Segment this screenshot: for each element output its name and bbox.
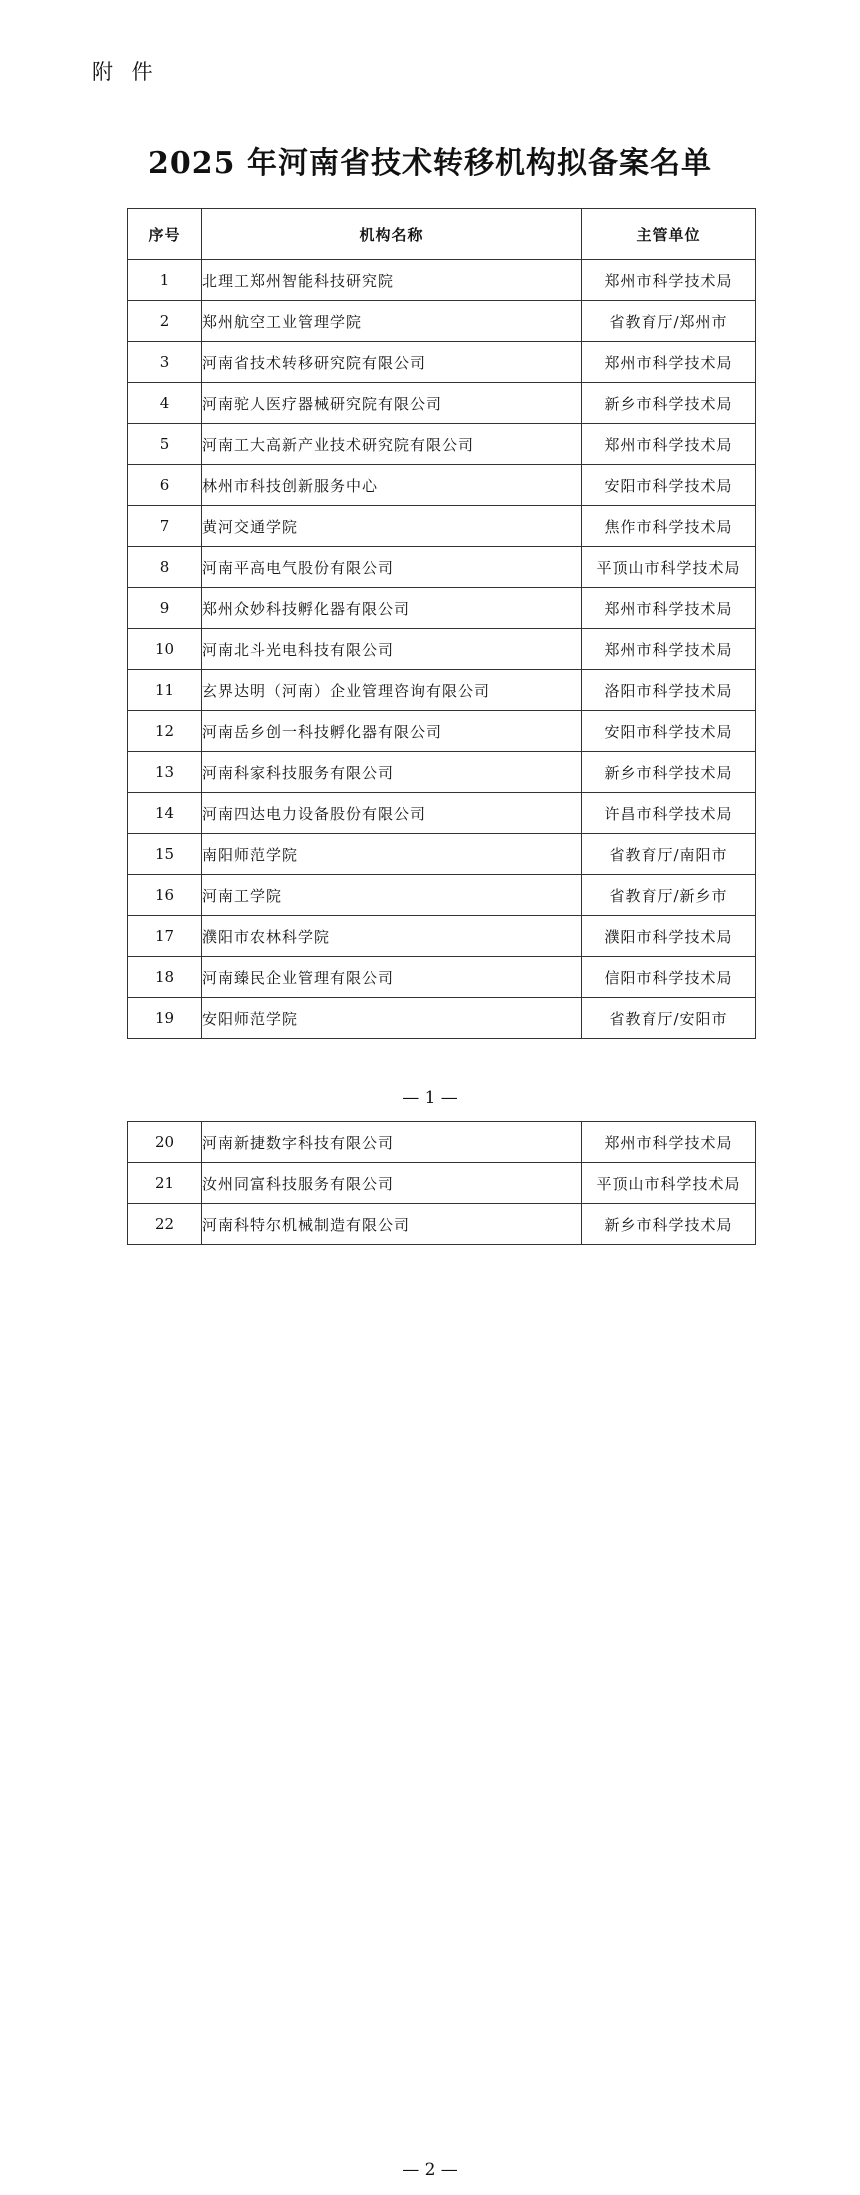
table-row: [128, 629, 756, 670]
authority-name: 郑州市科学技术局: [582, 260, 756, 301]
authority-name: 新乡市科学技术局: [582, 752, 756, 793]
authority-name: 濮阳市科学技术局: [582, 916, 756, 957]
institution-name: 郑州航空工业管理学院: [202, 301, 582, 342]
row-number: 13: [128, 752, 202, 793]
row-number: 3: [128, 342, 202, 383]
institution-name: 河南科家科技服务有限公司: [202, 752, 582, 793]
authority-name: 平顶山市科学技术局: [582, 1163, 756, 1204]
institution-name: 河南科特尔机械制造有限公司: [202, 1204, 582, 1245]
institution-name: 河南北斗光电科技有限公司: [202, 629, 582, 670]
authority-name: 信阳市科学技术局: [582, 957, 756, 998]
institution-name: 北理工郑州智能科技研究院: [202, 260, 582, 301]
row-number: 16: [128, 875, 202, 916]
table-row: [128, 506, 756, 547]
table-row: [128, 875, 756, 916]
table-row: [128, 1163, 756, 1204]
row-number: 14: [128, 793, 202, 834]
table-row: [128, 1204, 756, 1245]
row-number: 22: [128, 1204, 202, 1245]
row-number: 1: [128, 260, 202, 301]
table-row: [128, 342, 756, 383]
authority-name: 郑州市科学技术局: [582, 629, 756, 670]
row-number: 11: [128, 670, 202, 711]
row-number: 12: [128, 711, 202, 752]
document-title: 2025 年河南省技术转移机构拟备案名单: [148, 146, 712, 181]
authority-name: 郑州市科学技术局: [582, 1122, 756, 1163]
institution-name: 安阳师范学院: [202, 998, 582, 1039]
institution-name: 河南岳乡创一科技孵化器有限公司: [202, 711, 582, 752]
authority-name: 郑州市科学技术局: [582, 342, 756, 383]
authority-name: 新乡市科学技术局: [582, 383, 756, 424]
institution-name: 河南新捷数字科技有限公司: [202, 1122, 582, 1163]
row-number: 10: [128, 629, 202, 670]
table-row: [128, 260, 756, 301]
table-row: [128, 670, 756, 711]
row-number: 8: [128, 547, 202, 588]
table-row: [128, 998, 756, 1039]
row-number: 4: [128, 383, 202, 424]
authority-name: 郑州市科学技术局: [582, 424, 756, 465]
table-row: [128, 916, 756, 957]
row-number: 19: [128, 998, 202, 1039]
table-row: [128, 383, 756, 424]
institution-table-page-1: [127, 208, 756, 1039]
authority-name: 省教育厅/郑州市: [582, 301, 756, 342]
attachment-label: 附 件: [92, 60, 159, 84]
authority-name: 焦作市科学技术局: [582, 506, 756, 547]
row-number: 2: [128, 301, 202, 342]
table-row: [128, 547, 756, 588]
institution-table-page-2: [127, 1121, 756, 1245]
institution-name: 河南平高电气股份有限公司: [202, 547, 582, 588]
row-number: 17: [128, 916, 202, 957]
institution-name: 河南省技术转移研究院有限公司: [202, 342, 582, 383]
page-number-1: — 1 —: [402, 1088, 458, 1108]
table-row: [128, 793, 756, 834]
authority-name: 省教育厅/新乡市: [582, 875, 756, 916]
institution-name: 河南四达电力设备股份有限公司: [202, 793, 582, 834]
authority-name: 省教育厅/南阳市: [582, 834, 756, 875]
row-number: 9: [128, 588, 202, 629]
row-number: 15: [128, 834, 202, 875]
table-row: [128, 834, 756, 875]
authority-name: 安阳市科学技术局: [582, 711, 756, 752]
institution-name: 河南臻民企业管理有限公司: [202, 957, 582, 998]
page-number-2: — 2 —: [402, 2160, 458, 2180]
institution-name: 林州市科技创新服务中心: [202, 465, 582, 506]
row-number: 5: [128, 424, 202, 465]
institution-name: 南阳师范学院: [202, 834, 582, 875]
institution-name: 河南工大高新产业技术研究院有限公司: [202, 424, 582, 465]
row-number: 6: [128, 465, 202, 506]
row-number: 21: [128, 1163, 202, 1204]
row-number: 20: [128, 1122, 202, 1163]
institution-name: 黄河交通学院: [202, 506, 582, 547]
table-row: [128, 711, 756, 752]
institution-name: 河南驼人医疗器械研究院有限公司: [202, 383, 582, 424]
institution-name: 玄界达明（河南）企业管理咨询有限公司: [202, 670, 582, 711]
authority-name: 洛阳市科学技术局: [582, 670, 756, 711]
row-number: 7: [128, 506, 202, 547]
institution-name: 郑州众妙科技孵化器有限公司: [202, 588, 582, 629]
table-header-row: [128, 209, 756, 260]
row-number: 18: [128, 957, 202, 998]
table-row: [128, 465, 756, 506]
institution-name: 濮阳市农林科学院: [202, 916, 582, 957]
header-institution-name: 机构名称: [202, 209, 582, 260]
table-row: [128, 424, 756, 465]
authority-name: 新乡市科学技术局: [582, 1204, 756, 1245]
authority-name: 安阳市科学技术局: [582, 465, 756, 506]
table-row: [128, 588, 756, 629]
table-row: [128, 752, 756, 793]
authority-name: 平顶山市科学技术局: [582, 547, 756, 588]
header-number: 序号: [128, 209, 202, 260]
table-row: [128, 301, 756, 342]
authority-name: 郑州市科学技术局: [582, 588, 756, 629]
institution-name: 汝州同富科技服务有限公司: [202, 1163, 582, 1204]
header-authority: 主管单位: [582, 209, 756, 260]
institution-name: 河南工学院: [202, 875, 582, 916]
table-row: [128, 957, 756, 998]
authority-name: 省教育厅/安阳市: [582, 998, 756, 1039]
authority-name: 许昌市科学技术局: [582, 793, 756, 834]
table-row: [128, 1122, 756, 1163]
